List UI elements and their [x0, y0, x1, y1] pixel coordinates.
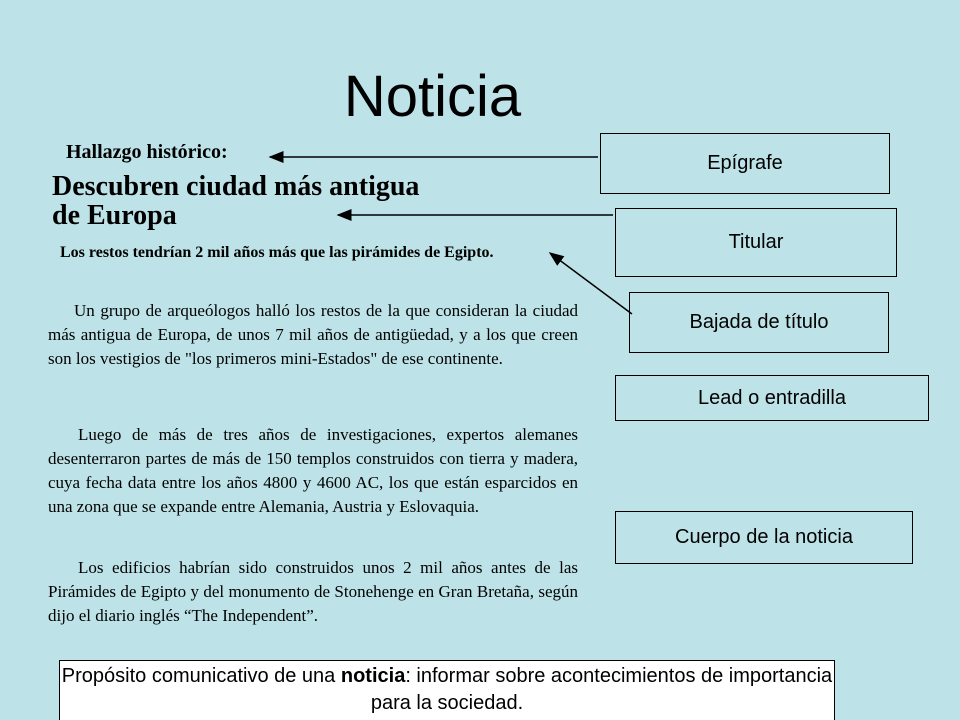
article-subtitle: Los restos tendrían 2 mil años más que las pirámides de Egipto. — [60, 244, 494, 261]
footer-text-suffix: : informar sobre acontecimientos de importancia para la sociedad. — [370, 665, 833, 714]
footer-purpose-box — [59, 660, 835, 720]
slide-title: Noticia — [343, 64, 522, 129]
article-body-paragraph-2: Los edificios habrían sido construidos unos 2 mil años antes de las Pirámides de Egipto y del monumento de Stonehenge en Gran Bretaña, según dijo el diario inglés “The Independent”. — [48, 558, 578, 625]
label-lead-text: Lead o entradilla — [698, 386, 846, 409]
footer-text-prefix: Propósito comunicativo de una — [61, 665, 341, 687]
label-bajada-text: Bajada de título — [689, 311, 829, 333]
article-headline: Descubren ciudad más antigua de Europa — [52, 171, 420, 231]
footer-keyword: noticia — [340, 665, 406, 687]
article-lead: Un grupo de arqueólogos halló los restos de la que consideran la ciudad más antigua de Europa, de unos 7 mil años de antigüedad, y a los que creen son los vestigios de "los primeros mini-Estados" de ese continente. — [48, 301, 578, 368]
arrow-bajada — [550, 253, 632, 314]
label-titular-text: Titular — [728, 231, 784, 253]
label-cuerpo-text: Cuerpo de la noticia — [675, 526, 853, 548]
label-epigrafe-text: Epígrafe — [707, 152, 783, 174]
article-epigraph: Hallazgo histórico: — [66, 141, 228, 163]
article-body-paragraph-1: Luego de más de tres años de investigaciones, expertos alemanes desenterraron partes de más de 150 templos construidos con tierra y madera, cuya fecha data entre los años 4800 y 4600 AC, los que están esparcidos en una zona que se expande entre Alemania, Austria y Eslovaquia. — [48, 425, 578, 516]
